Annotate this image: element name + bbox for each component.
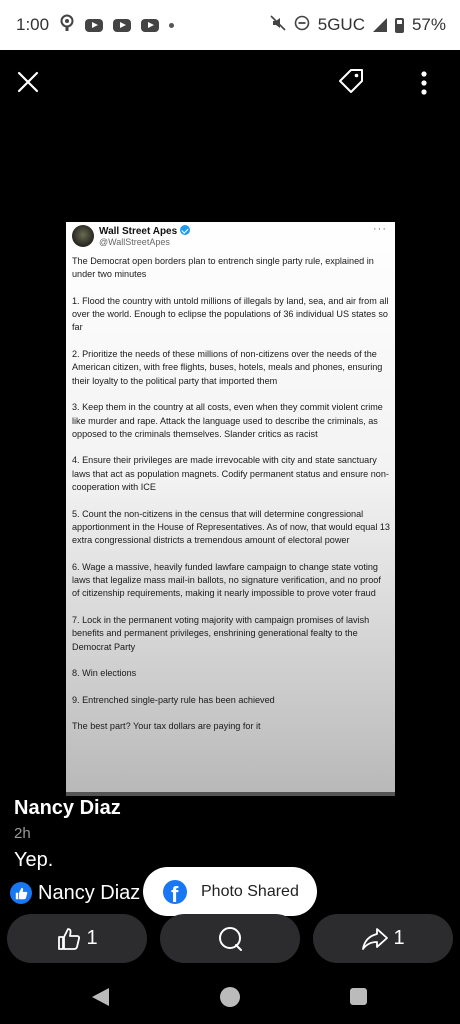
more-vertical-icon: [410, 66, 438, 100]
battery-percent: 57%: [411, 15, 446, 34]
close-icon: [12, 66, 44, 98]
status-bar: [0, 0, 460, 50]
back-icon[interactable]: [92, 988, 109, 1006]
tweet-paragraph: 7. Lock in the permanent voting majority with campaign promises of lavish benefits and permanent privileges, enshrining generational fealty to the Democrat Party: [72, 615, 370, 652]
close-button[interactable]: [12, 66, 44, 98]
tweet-paragraph: 8. Win elections: [72, 668, 137, 679]
battery-icon: [395, 18, 404, 33]
tweet-paragraph: 3. Keep them in the country at all costs, even when they commit violent crime like murder and rape. Attack the language used to describe the criminals, as opposed to the criminals themselves. Slander critics as racist: [72, 402, 383, 439]
toast-message: Photo Shared: [201, 882, 299, 900]
tag-icon: [334, 64, 368, 98]
reactions-summary[interactable]: [10, 880, 140, 906]
post-author-name[interactable]: Nancy Diaz: [14, 797, 121, 819]
facebook-logo-icon: [163, 880, 187, 904]
dnd-icon: [294, 15, 310, 36]
tweet-header: [72, 225, 389, 249]
status-right: [270, 15, 446, 36]
signal-icon: [373, 18, 387, 32]
reaction-user-name: Nancy Diaz: [38, 881, 141, 904]
photo-shared-toast: [143, 867, 317, 916]
tweet-paragraph: The best part? Your tax dollars are paying for it: [72, 721, 261, 732]
tweet-paragraph: 6. Wage a massive, heavily funded lawfare campaign to change state voting laws that legalize mass mail-in ballots, no signature verification, and no proof of citizenship requirements, making it nearly impossible to prove voter fraud: [72, 561, 381, 599]
network-label: 5GUC: [317, 15, 365, 34]
status-time: 1:00: [16, 15, 50, 34]
like-button[interactable]: [7, 914, 147, 963]
tweet-author-name-text: Wall Street Apes: [99, 226, 178, 237]
mute-icon: [270, 15, 286, 36]
post-photo[interactable]: [66, 222, 395, 796]
tweet-paragraph: 5. Count the non-citizens in the census that will determine congressional apportionment in the House of Representatives. As of now, that would equal 13 extra congressional districts a tremendous amount of electoral power: [72, 508, 390, 546]
tag-button[interactable]: [334, 64, 368, 98]
notification-dot-icon: [169, 23, 174, 28]
like-count: 1: [86, 927, 98, 949]
image-bottom-edge: [66, 792, 395, 796]
status-left: [16, 14, 174, 37]
podcast-icon: [59, 14, 75, 37]
share-count: 1: [393, 927, 405, 949]
youtube-icon: [113, 19, 131, 32]
share-button[interactable]: [313, 914, 453, 963]
tweet-body: [72, 255, 390, 747]
recent-apps-icon[interactable]: [350, 988, 367, 1005]
system-nav-bar: [0, 970, 460, 1024]
youtube-icon: [141, 19, 159, 32]
tweet-paragraph: 4. Ensure their privileges are made irrevocable with city and state sanctuary laws that act as population magnets. Codify permanent status and ensure non-cooperation with ICE: [72, 455, 389, 493]
more-options-button[interactable]: [410, 66, 438, 100]
post-caption: Yep.: [14, 849, 54, 871]
avatar: [72, 225, 94, 247]
tweet-more-icon: ···: [373, 223, 387, 235]
youtube-icon: [85, 19, 103, 32]
viewer-toolbar: [0, 50, 460, 114]
verified-badge-icon: [180, 225, 190, 235]
post-timestamp: 2h: [14, 825, 31, 842]
home-icon[interactable]: [220, 987, 240, 1007]
tweet-paragraph: 1. Flood the country with untold millions of illegals by land, sea, and air from all over the world. Enough to eclipse the populations of 36 individual US states so far: [72, 295, 389, 333]
like-reaction-icon: [10, 882, 32, 904]
facebook-logo-letter: f: [171, 881, 179, 904]
tweet-author-name: [99, 225, 190, 237]
tweet-handle: @WallStreetApes: [99, 237, 170, 247]
share-icon: [361, 926, 389, 952]
tweet-paragraph: The Democrat open borders plan to entrench single party rule, explained in under two minutes: [72, 256, 374, 280]
tweet-paragraph: 2. Prioritize the needs of these millions of non-citizens over the needs of the American citizen, with free flights, buses, hotels, meals and phones, ensuring their loyalty to the political party that imported them: [72, 349, 383, 386]
comment-icon: [216, 925, 244, 953]
comment-button[interactable]: [160, 914, 300, 963]
thumbs-up-icon: [56, 926, 82, 952]
tweet-paragraph: 9. Entrenched single-party rule has been achieved: [72, 694, 275, 705]
